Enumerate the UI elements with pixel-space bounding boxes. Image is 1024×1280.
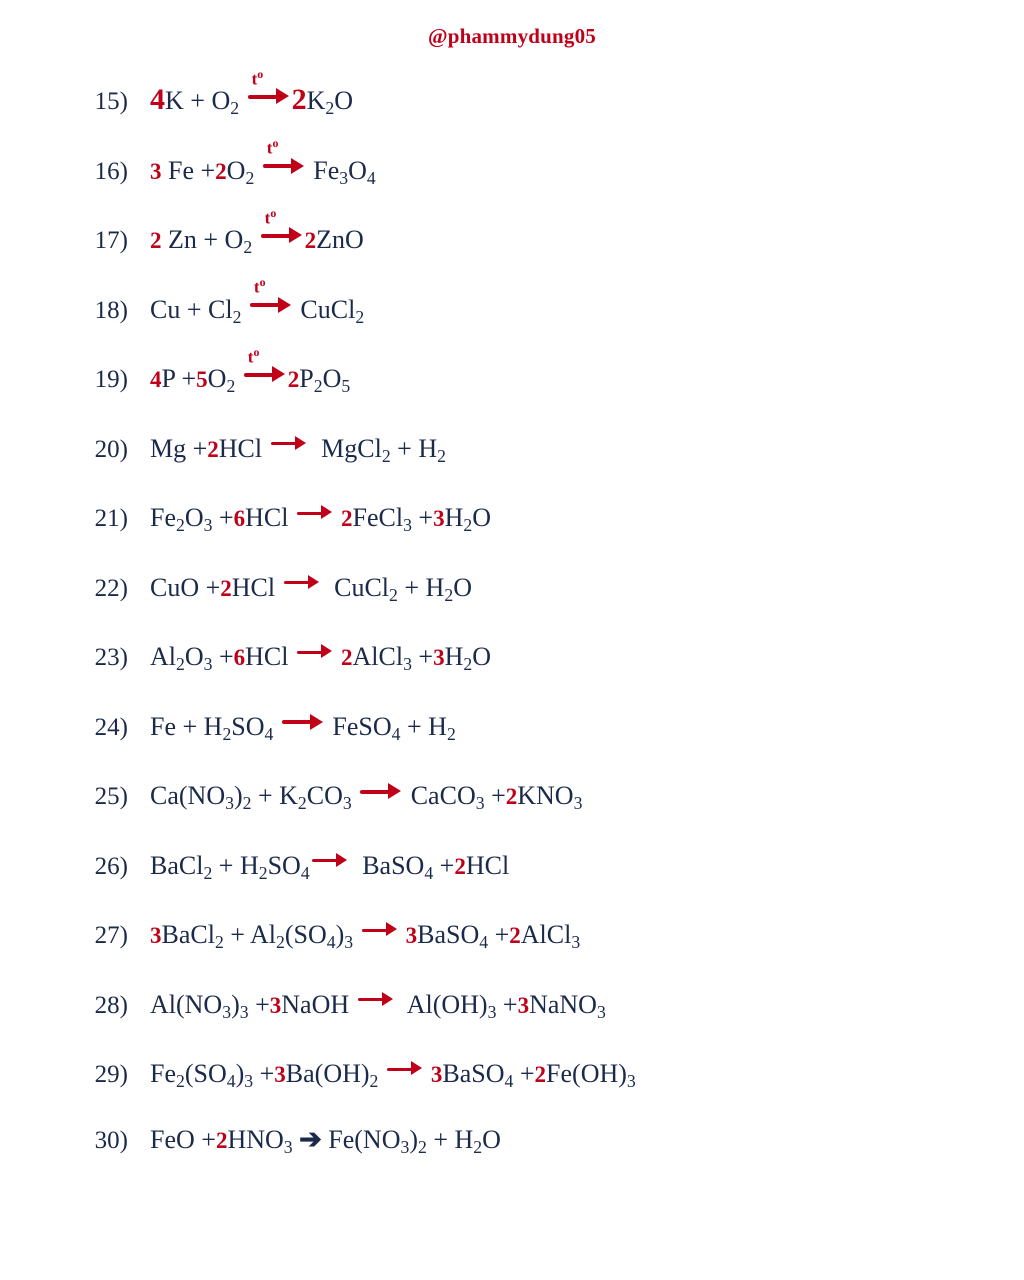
equation-number: 16): [94, 157, 128, 185]
formula-text: Zn + O: [161, 225, 244, 254]
formula-text: Ca(NO: [150, 781, 226, 810]
equation-number: 25): [94, 783, 128, 810]
formula-subscript: 3: [222, 1001, 232, 1022]
arrow-head: [308, 575, 319, 589]
balance-coefficient: 2: [304, 228, 317, 253]
formula-text: H: [444, 503, 464, 532]
reaction-arrow: [280, 709, 326, 735]
equation-body: [150, 639, 491, 674]
balance-coefficient: 3: [433, 645, 445, 670]
balance-coefficient: 2: [215, 1127, 228, 1153]
formula-subscript: 5: [341, 375, 351, 396]
formula-text: AlCl: [520, 920, 572, 949]
formula-text: HCl: [465, 850, 510, 880]
formula-text: +: [248, 989, 270, 1019]
equation-row: [0, 778, 1024, 848]
equation-row: [0, 344, 1024, 431]
equation-row: [0, 500, 1024, 570]
equation-number: 28): [94, 991, 128, 1019]
formula-subscript: 2: [243, 236, 253, 257]
formula-text: K + O: [165, 86, 231, 115]
equation-body: [150, 205, 364, 257]
reaction-arrow: [358, 778, 404, 804]
formula-subscript: 3: [225, 792, 234, 813]
formula-text: O: [184, 503, 204, 532]
equation-row: [0, 275, 1024, 362]
formula-text: CuCl: [327, 572, 390, 602]
balance-coefficient: 3: [430, 1062, 443, 1087]
formula-text: BaCl: [161, 920, 215, 949]
formula-text: FeO +: [150, 1124, 216, 1154]
balance-coefficient: 2: [509, 923, 521, 948]
watermark-username: @phammydung05: [427, 24, 597, 48]
equation-number: 19): [94, 366, 128, 393]
formula-subscript: 3: [596, 1001, 606, 1022]
formula-subscript: 3: [244, 1070, 254, 1091]
equation-row: [0, 205, 1024, 292]
arrow-head: [411, 1061, 422, 1075]
formula-text: O: [184, 642, 204, 671]
balance-coefficient: 2: [505, 784, 518, 809]
balance-coefficient: 4: [150, 367, 162, 392]
balance-coefficient: 2: [287, 367, 300, 392]
formula-text: Fe(NO: [321, 1124, 401, 1154]
formula-subscript: 3: [626, 1070, 636, 1091]
formula-text: H: [444, 642, 464, 671]
formula-text: KNO: [517, 781, 574, 810]
equation-row: [0, 917, 1024, 987]
formula-subscript: 4: [326, 931, 336, 952]
temperature-condition-label: $t^o$: [264, 205, 277, 228]
equation-number: 23): [94, 644, 128, 671]
formula-subscript: 4: [391, 723, 401, 744]
equation-body: [150, 778, 582, 813]
formula-text: ): [235, 1059, 245, 1088]
arrow-head: [310, 714, 323, 730]
formula-subscript: 3: [203, 514, 213, 535]
arrow-head: [336, 853, 347, 867]
equation-number: 18): [94, 296, 128, 324]
arrow-head: [291, 158, 304, 174]
formula-subscript: 2: [176, 653, 185, 674]
formula-subscript: 2: [389, 584, 398, 605]
formula-subscript: 3: [203, 653, 213, 674]
arrow-head: [295, 436, 306, 450]
balance-coefficient: 3: [405, 923, 418, 948]
formula-subscript: 2: [381, 445, 391, 466]
formula-subscript: 2: [176, 1070, 185, 1091]
formula-subscript: 2: [203, 862, 213, 883]
formula-text: +: [411, 503, 434, 532]
formula-subscript: 3: [573, 792, 583, 813]
equation-row: [0, 848, 1024, 918]
formula-text: HCl: [245, 642, 295, 671]
formula-subscript: 2: [355, 306, 365, 327]
equation-body: [150, 1056, 636, 1091]
formula-text: +: [488, 920, 510, 949]
equation-number: 29): [94, 1061, 128, 1088]
balance-coefficient: 2: [220, 575, 232, 601]
formula-text: Ba(OH): [285, 1059, 370, 1088]
formula-text: +: [513, 1059, 535, 1088]
formula-subscript: 3: [403, 653, 412, 674]
formula-text: O: [472, 503, 491, 532]
equation-body: [150, 709, 456, 744]
formula-text: (SO: [284, 920, 327, 949]
balance-coefficient: 3: [274, 1062, 286, 1087]
formula-subscript: 2: [313, 375, 323, 396]
formula-text: Cu + Cl: [150, 294, 233, 324]
formula-text: +: [212, 642, 234, 671]
formula-text: (SO: [184, 1059, 227, 1088]
formula-subscript: 2: [325, 97, 335, 118]
formula-subscript: 4: [366, 167, 376, 188]
balance-coefficient: 2: [454, 853, 466, 879]
formula-subscript: 4: [504, 1070, 514, 1091]
reaction-arrow: [356, 987, 402, 1013]
formula-subscript: 3: [403, 514, 412, 535]
formula-text: Fe: [306, 155, 340, 185]
equation-body: [150, 136, 376, 188]
formula-text: FeCl: [352, 503, 404, 532]
arrow-head: [276, 88, 289, 104]
balance-coefficient: 3: [150, 158, 162, 184]
formula-text: ): [233, 781, 243, 810]
balance-coefficient: 2: [340, 506, 353, 531]
arrow-head: [386, 922, 397, 936]
formula-subscript: 4: [226, 1070, 236, 1091]
formula-text: + K: [251, 781, 298, 810]
formula-text: Fe: [150, 1059, 176, 1088]
formula-subscript: 2: [463, 653, 473, 674]
equation-row: [0, 136, 1024, 223]
formula-subscript: 3: [344, 931, 354, 952]
formula-text: + H: [390, 433, 438, 463]
equation-body: [150, 500, 491, 535]
formula-text: CO: [306, 781, 343, 810]
formula-text: P: [299, 364, 314, 393]
formula-text: O: [482, 1124, 501, 1154]
formula-text: BaSO: [355, 850, 425, 880]
formula-text: HCl: [218, 433, 269, 463]
reaction-arrow: [360, 917, 406, 943]
temperature-condition-label: $t^o$: [247, 344, 260, 367]
formula-subscript: 2: [226, 375, 236, 396]
formula-text: SO: [231, 711, 265, 741]
formula-text: O: [472, 642, 491, 671]
formula-subscript: 2: [230, 97, 240, 118]
equation-row: [0, 570, 1024, 640]
formula-text: K: [306, 86, 326, 115]
formula-text: ): [335, 920, 345, 949]
balance-coefficient: 2: [207, 436, 219, 462]
balance-coefficient: 3: [269, 992, 282, 1018]
formula-subscript: 3: [339, 167, 349, 188]
balance-coefficient: 6: [233, 645, 246, 670]
formula-subscript: 3: [487, 1001, 497, 1022]
balance-coefficient: 3: [150, 923, 162, 948]
equation-number: 20): [94, 435, 128, 463]
formula-subscript: 2: [214, 931, 224, 952]
formula-text: SO: [267, 850, 301, 880]
formula-text: CuCl: [293, 294, 356, 324]
formula-subscript: 2: [176, 514, 185, 535]
equation-number: 21): [94, 505, 128, 532]
formula-text: + H: [400, 711, 447, 741]
formula-subscript: 2: [222, 723, 232, 744]
formula-text: + H: [397, 572, 445, 602]
equation-number: 30): [94, 1126, 128, 1154]
reaction-arrow: [310, 848, 356, 874]
formula-text: +: [212, 503, 234, 532]
arrow-head: [382, 992, 393, 1006]
formula-subscript: 2: [418, 1136, 427, 1157]
formula-text: O: [334, 86, 353, 115]
arrow-head: [278, 297, 291, 313]
formula-text: NaOH: [281, 989, 356, 1019]
formula-subscript: 4: [264, 723, 274, 744]
equation-row: [0, 1056, 1024, 1126]
reaction-arrow: [269, 431, 315, 457]
reaction-arrow: [295, 639, 341, 665]
equation-list: [0, 66, 1024, 1195]
formula-text: HCl: [245, 503, 295, 532]
equation-row: [0, 431, 1024, 501]
formula-text: P +: [161, 364, 197, 393]
formula-text: BaSO: [442, 1059, 505, 1088]
balance-coefficient-handwritten: 4: [150, 83, 165, 116]
formula-subscript: 2: [369, 1070, 379, 1091]
formula-text: Fe + H: [150, 711, 223, 741]
formula-text: O: [348, 155, 367, 185]
formula-text: +: [484, 781, 506, 810]
formula-subscript: 2: [473, 1136, 483, 1157]
balance-coefficient: 2: [215, 158, 227, 184]
formula-subscript: 4: [479, 931, 489, 952]
arrow-head: [321, 505, 332, 519]
equation-body: [150, 917, 580, 952]
reaction-arrow: [242, 344, 288, 387]
balance-coefficient: 3: [517, 992, 530, 1018]
formula-text: O: [322, 364, 342, 393]
formula-text: Fe +: [161, 155, 216, 185]
reaction-arrow: [261, 136, 307, 179]
equation-number: 26): [94, 852, 128, 880]
temperature-condition-label: $t^o$: [251, 66, 264, 89]
equation-number: 22): [94, 574, 128, 602]
formula-subscript: 3: [239, 1001, 249, 1022]
formula-text: CuO +: [150, 572, 221, 602]
arrow-head: [388, 783, 401, 799]
reaction-arrow: [248, 275, 294, 318]
equation-body: [150, 431, 446, 466]
formula-text: MgCl: [314, 433, 382, 463]
equation-body: [150, 66, 353, 118]
formula-text: HNO: [227, 1124, 284, 1154]
formula-text: + Al: [223, 920, 277, 949]
temperature-condition-label: $t^o$: [266, 136, 279, 158]
formula-subscript: 4: [424, 862, 434, 883]
equation-row: [0, 66, 1024, 153]
formula-subscript: 3: [400, 1136, 410, 1157]
formula-text: Al(NO: [150, 989, 223, 1019]
formula-text: ZnO: [316, 225, 364, 254]
reaction-arrow: [295, 500, 341, 526]
formula-text: +: [496, 989, 518, 1019]
reaction-arrow-plain: ➔: [299, 1123, 322, 1154]
formula-text: +: [253, 1059, 275, 1088]
formula-subscript: 2: [258, 862, 268, 883]
formula-subscript: 2: [276, 931, 285, 952]
formula-text: Fe(OH): [546, 1059, 627, 1088]
reaction-arrow: [385, 1056, 431, 1082]
formula-text: Fe: [150, 503, 176, 532]
formula-subscript: 2: [446, 723, 456, 744]
formula-text: O: [453, 572, 472, 602]
formula-text: AlCl: [352, 642, 404, 671]
balance-coefficient: 2: [340, 645, 353, 670]
formula-subscript: 3: [342, 792, 352, 813]
reaction-arrow: [259, 205, 305, 248]
formula-text: CaCO: [404, 781, 476, 810]
formula-subscript: 3: [571, 931, 581, 952]
formula-text: +: [411, 642, 434, 671]
formula-text: BaSO: [417, 920, 480, 949]
equation-number: 17): [94, 227, 128, 254]
formula-text: FeSO: [325, 711, 392, 741]
formula-text: BaCl: [150, 850, 204, 880]
balance-coefficient-handwritten: 2: [291, 83, 307, 116]
formula-subscript: 2: [463, 514, 473, 535]
arrow-head: [272, 366, 285, 382]
reaction-arrow: [246, 66, 292, 109]
formula-text: + H: [426, 1124, 474, 1154]
formula-subscript: 2: [242, 792, 252, 813]
formula-subscript: 2: [232, 306, 242, 327]
equation-body: [150, 848, 509, 883]
formula-text: O: [226, 155, 246, 185]
equation-number: 15): [94, 88, 128, 115]
formula-text: O: [207, 364, 227, 393]
formula-subscript: 2: [297, 792, 307, 813]
formula-text: +: [433, 850, 455, 880]
formula-subscript: 3: [475, 792, 485, 813]
equation-row: [0, 1123, 1024, 1196]
equation-row: [0, 987, 1024, 1057]
balance-coefficient: 3: [433, 506, 445, 531]
equation-body: [150, 275, 365, 327]
formula-subscript: 2: [245, 167, 255, 188]
equation-row: [0, 709, 1024, 779]
equation-body: [150, 344, 351, 396]
equation-body: [150, 1123, 501, 1157]
arrow-head: [321, 644, 332, 658]
formula-text: HCl: [231, 572, 282, 602]
balance-coefficient: 6: [233, 506, 246, 531]
formula-text: + H: [212, 850, 259, 880]
balance-coefficient: 2: [150, 228, 162, 253]
formula-text: Al(OH): [401, 989, 488, 1019]
equation-number: 27): [94, 922, 128, 949]
formula-text: Al: [150, 642, 176, 671]
balance-coefficient: 2: [534, 1062, 547, 1087]
formula-text: NaNO: [529, 989, 597, 1019]
equation-number: 24): [94, 713, 128, 741]
formula-subscript: 4: [300, 862, 310, 883]
reaction-arrow: [282, 570, 328, 596]
formula-subscript: 2: [437, 445, 446, 466]
equation-row: [0, 639, 1024, 709]
balance-coefficient: 5: [196, 367, 208, 392]
temperature-condition-label: $t^o$: [253, 275, 266, 297]
equation-body: [150, 570, 472, 605]
formula-text: Mg +: [150, 433, 208, 463]
formula-subscript: 2: [444, 584, 454, 605]
formula-text: ): [409, 1124, 418, 1154]
arrow-head: [289, 227, 302, 243]
formula-text: ): [231, 989, 240, 1019]
equation-body: [150, 987, 606, 1022]
formula-subscript: 3: [283, 1136, 293, 1157]
